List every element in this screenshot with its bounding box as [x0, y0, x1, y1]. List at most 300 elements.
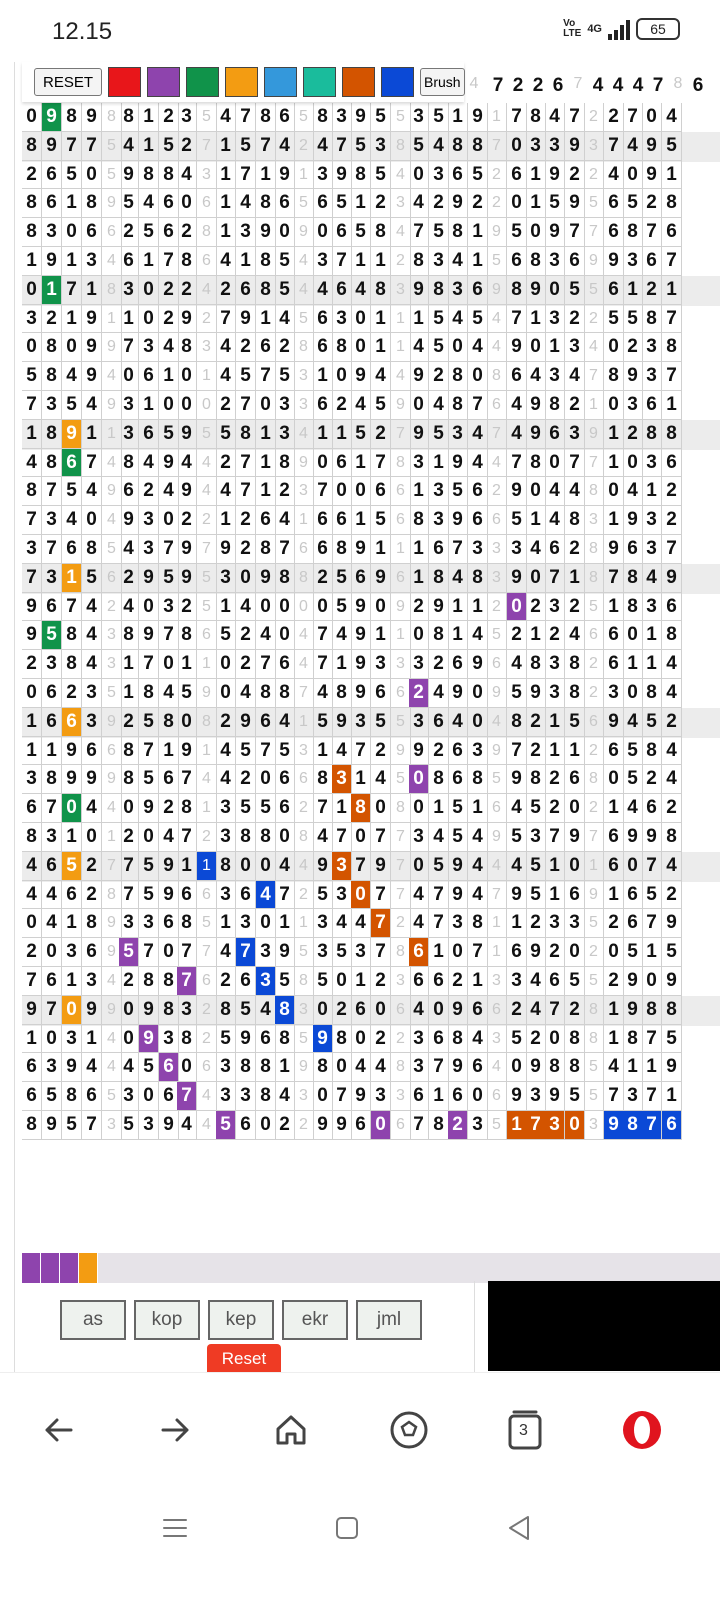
- grid-cell[interactable]: 2: [642, 189, 662, 218]
- grid-cell[interactable]: 1: [62, 564, 82, 593]
- grid-cell[interactable]: 1: [256, 161, 276, 190]
- grid-cell[interactable]: 3: [42, 1053, 62, 1082]
- grid-cell[interactable]: 0: [62, 218, 82, 247]
- grid-cell[interactable]: 6: [22, 794, 42, 823]
- grid-cell[interactable]: 5: [62, 852, 82, 881]
- grid-cell[interactable]: 4: [351, 909, 371, 938]
- grid-cell[interactable]: 2: [545, 621, 565, 650]
- grid-cell[interactable]: 8: [197, 218, 217, 247]
- grid-cell[interactable]: 2: [177, 218, 197, 247]
- grid-cell[interactable]: 4: [159, 679, 179, 708]
- grid-cell[interactable]: 6: [429, 967, 449, 996]
- grid-cell[interactable]: 2: [275, 477, 295, 506]
- grid-cell[interactable]: 2: [391, 909, 411, 938]
- grid-cell[interactable]: 3: [177, 996, 197, 1025]
- grid-cell[interactable]: 2: [584, 650, 604, 679]
- grid-cell[interactable]: 5: [468, 161, 488, 190]
- grid-cell[interactable]: 1: [409, 535, 429, 564]
- grid-cell[interactable]: 7: [545, 996, 565, 1025]
- grid-cell[interactable]: 9: [391, 391, 411, 420]
- grid-cell[interactable]: 7: [371, 938, 391, 967]
- grid-cell[interactable]: 9: [584, 881, 604, 910]
- grid-cell[interactable]: 0: [371, 996, 391, 1025]
- grid-cell[interactable]: 8: [468, 564, 488, 593]
- grid-cell[interactable]: 3: [159, 1025, 179, 1054]
- grid-cell[interactable]: 5: [429, 305, 449, 334]
- grid-cell[interactable]: 0: [351, 823, 371, 852]
- grid-cell[interactable]: 6: [448, 737, 468, 766]
- grid-cell[interactable]: 8: [275, 679, 295, 708]
- back-icon[interactable]: [34, 1405, 84, 1455]
- grid-cell[interactable]: 7: [371, 823, 391, 852]
- grid-cell[interactable]: 0: [256, 909, 276, 938]
- grid-cell[interactable]: 1: [119, 650, 139, 679]
- grid-cell[interactable]: 6: [487, 391, 507, 420]
- grid-cell[interactable]: 2: [177, 132, 197, 161]
- grid-cell[interactable]: 9: [487, 823, 507, 852]
- grid-cell[interactable]: 4: [197, 276, 217, 305]
- grid-cell[interactable]: 4: [139, 189, 159, 218]
- grid-cell[interactable]: 2: [236, 333, 256, 362]
- grid-cell[interactable]: 1: [468, 218, 488, 247]
- grid-cell[interactable]: 6: [139, 420, 159, 449]
- grid-cell[interactable]: 9: [507, 765, 527, 794]
- grid-cell[interactable]: 6: [468, 996, 488, 1025]
- grid-cell[interactable]: 7: [22, 506, 42, 535]
- grid-cell[interactable]: 4: [662, 103, 682, 132]
- grid-cell[interactable]: 1: [526, 161, 546, 190]
- grid-cell[interactable]: 3: [545, 247, 565, 276]
- grid-cell[interactable]: 1: [313, 362, 333, 391]
- grid-cell[interactable]: 7: [409, 218, 429, 247]
- grid-cell[interactable]: 9: [294, 1053, 314, 1082]
- grid-cell[interactable]: 0: [42, 1025, 62, 1054]
- grid-cell[interactable]: 8: [468, 765, 488, 794]
- grid-cell[interactable]: 3: [429, 161, 449, 190]
- grid-cell[interactable]: 9: [102, 189, 122, 218]
- grid-cell[interactable]: 6: [159, 189, 179, 218]
- grid-cell[interactable]: 7: [62, 593, 82, 622]
- grid-cell[interactable]: 9: [507, 333, 527, 362]
- grid-cell[interactable]: 7: [526, 1111, 546, 1140]
- grid-cell[interactable]: 3: [119, 276, 139, 305]
- grid-cell[interactable]: 0: [22, 333, 42, 362]
- grid-cell[interactable]: 0: [313, 996, 333, 1025]
- grid-cell[interactable]: 6: [391, 564, 411, 593]
- grid-cell[interactable]: 4: [565, 362, 585, 391]
- grid-cell[interactable]: 4: [487, 852, 507, 881]
- grid-cell[interactable]: 0: [409, 794, 429, 823]
- grid-cell[interactable]: 4: [565, 477, 585, 506]
- grid-cell[interactable]: 9: [487, 737, 507, 766]
- grid-cell[interactable]: 9: [565, 132, 585, 161]
- grid-cell[interactable]: 4: [468, 449, 488, 478]
- grid-cell[interactable]: 6: [507, 938, 527, 967]
- grid-cell[interactable]: 7: [662, 247, 682, 276]
- grid-cell[interactable]: 6: [487, 1082, 507, 1111]
- grid-cell[interactable]: 4: [468, 420, 488, 449]
- grid-cell[interactable]: 1: [82, 1025, 102, 1054]
- grid-cell[interactable]: 6: [42, 161, 62, 190]
- grid-cell[interactable]: 8: [662, 621, 682, 650]
- grid-cell[interactable]: 0: [22, 679, 42, 708]
- grid-cell[interactable]: 5: [62, 391, 82, 420]
- grid-cell[interactable]: 6: [159, 765, 179, 794]
- grid-cell[interactable]: 7: [313, 650, 333, 679]
- grid-cell[interactable]: 5: [102, 535, 122, 564]
- grid-cell[interactable]: 5: [371, 506, 391, 535]
- grid-cell[interactable]: 0: [275, 593, 295, 622]
- grid-cell[interactable]: 0: [409, 621, 429, 650]
- grid-cell[interactable]: 9: [82, 765, 102, 794]
- grid-cell[interactable]: 8: [313, 1053, 333, 1082]
- grid-cell[interactable]: 8: [642, 679, 662, 708]
- grid-cell[interactable]: 5: [371, 103, 391, 132]
- grid-cell[interactable]: 0: [565, 938, 585, 967]
- grid-cell[interactable]: 9: [507, 564, 527, 593]
- grid-cell[interactable]: 8: [623, 1111, 643, 1140]
- grid-cell[interactable]: 9: [351, 535, 371, 564]
- grid-cell[interactable]: 9: [102, 708, 122, 737]
- grid-cell[interactable]: 0: [236, 852, 256, 881]
- grid-cell[interactable]: 9: [642, 161, 662, 190]
- grid-cell[interactable]: 9: [332, 1111, 352, 1140]
- grid-cell[interactable]: 7: [429, 1053, 449, 1082]
- grid-cell[interactable]: 4: [22, 852, 42, 881]
- grid-cell[interactable]: 5: [275, 737, 295, 766]
- grid-cell[interactable]: 2: [391, 1025, 411, 1054]
- grid-cell[interactable]: 5: [487, 765, 507, 794]
- grid-cell[interactable]: 1: [604, 420, 624, 449]
- grid-cell[interactable]: 6: [236, 967, 256, 996]
- grid-cell[interactable]: 2: [662, 708, 682, 737]
- grid-cell[interactable]: 4: [507, 391, 527, 420]
- grid-cell[interactable]: 1: [371, 621, 391, 650]
- grid-cell[interactable]: 7: [22, 967, 42, 996]
- grid-cell[interactable]: 5: [102, 679, 122, 708]
- grid-cell[interactable]: 6: [604, 189, 624, 218]
- grid-cell[interactable]: 6: [642, 794, 662, 823]
- grid-cell[interactable]: 6: [197, 1053, 217, 1082]
- grid-cell[interactable]: 0: [448, 938, 468, 967]
- grid-cell[interactable]: 9: [351, 679, 371, 708]
- grid-cell[interactable]: 1: [526, 189, 546, 218]
- grid-cell[interactable]: 4: [159, 333, 179, 362]
- grid-cell[interactable]: 9: [102, 765, 122, 794]
- grid-cell[interactable]: 8: [256, 247, 276, 276]
- grid-cell[interactable]: 6: [391, 996, 411, 1025]
- grid-cell[interactable]: 1: [623, 276, 643, 305]
- grid-cell[interactable]: 4: [487, 333, 507, 362]
- grid-cell[interactable]: 3: [487, 1025, 507, 1054]
- grid-cell[interactable]: 1: [216, 218, 236, 247]
- grid-cell[interactable]: 8: [662, 189, 682, 218]
- grid-cell[interactable]: 6: [62, 708, 82, 737]
- grid-cell[interactable]: 9: [177, 477, 197, 506]
- grid-cell[interactable]: 7: [197, 938, 217, 967]
- grid-cell[interactable]: 4: [275, 305, 295, 334]
- grid-cell[interactable]: 3: [623, 1082, 643, 1111]
- grid-cell[interactable]: 2: [197, 305, 217, 334]
- grid-cell[interactable]: 2: [82, 852, 102, 881]
- grid-cell[interactable]: 1: [351, 506, 371, 535]
- grid-cell[interactable]: 6: [468, 477, 488, 506]
- grid-cell[interactable]: 9: [526, 391, 546, 420]
- grid-cell[interactable]: 0: [22, 276, 42, 305]
- grid-cell[interactable]: 0: [256, 593, 276, 622]
- grid-cell[interactable]: 4: [294, 247, 314, 276]
- grid-cell[interactable]: 7: [197, 132, 217, 161]
- grid-cell[interactable]: 7: [662, 535, 682, 564]
- grid-cell[interactable]: 2: [662, 881, 682, 910]
- grid-cell[interactable]: 1: [565, 737, 585, 766]
- grid-cell[interactable]: 0: [22, 103, 42, 132]
- grid-cell[interactable]: 8: [177, 909, 197, 938]
- grid-cell[interactable]: 1: [177, 852, 197, 881]
- grid-cell[interactable]: 7: [604, 564, 624, 593]
- grid-cell[interactable]: 1: [584, 391, 604, 420]
- grid-cell[interactable]: 3: [526, 132, 546, 161]
- grid-cell[interactable]: 5: [584, 593, 604, 622]
- grid-cell[interactable]: 3: [197, 333, 217, 362]
- grid-cell[interactable]: 8: [332, 679, 352, 708]
- grid-cell[interactable]: 9: [82, 362, 102, 391]
- grid-cell[interactable]: 9: [236, 708, 256, 737]
- grid-cell[interactable]: 8: [642, 305, 662, 334]
- grid-cell[interactable]: 8: [256, 679, 276, 708]
- grid-cell[interactable]: 6: [42, 189, 62, 218]
- grid-cell[interactable]: 9: [102, 996, 122, 1025]
- grid-cell[interactable]: 9: [507, 477, 527, 506]
- grid-cell[interactable]: 7: [351, 852, 371, 881]
- grid-cell[interactable]: 0: [468, 1082, 488, 1111]
- grid-cell[interactable]: 1: [391, 621, 411, 650]
- grid-cell[interactable]: 8: [391, 938, 411, 967]
- grid-cell[interactable]: 4: [662, 852, 682, 881]
- grid-cell[interactable]: 9: [604, 247, 624, 276]
- grid-cell[interactable]: 6: [159, 909, 179, 938]
- grid-cell[interactable]: 4: [42, 881, 62, 910]
- grid-cell[interactable]: 7: [332, 247, 352, 276]
- grid-cell[interactable]: 6: [623, 881, 643, 910]
- grid-cell[interactable]: 6: [391, 506, 411, 535]
- opera-logo-icon[interactable]: [617, 1405, 667, 1455]
- grid-cell[interactable]: 3: [332, 305, 352, 334]
- grid-cell[interactable]: 7: [487, 132, 507, 161]
- grid-cell[interactable]: 2: [216, 967, 236, 996]
- grid-cell[interactable]: 3: [487, 535, 507, 564]
- grid-cell[interactable]: 8: [256, 276, 276, 305]
- grid-cell[interactable]: 4: [623, 132, 643, 161]
- grid-cell[interactable]: 8: [391, 132, 411, 161]
- grid-cell[interactable]: 1: [177, 650, 197, 679]
- grid-cell[interactable]: 3: [526, 1082, 546, 1111]
- grid-cell[interactable]: 2: [565, 391, 585, 420]
- grid-cell[interactable]: 2: [102, 593, 122, 622]
- grid-cell[interactable]: 4: [102, 449, 122, 478]
- grid-cell[interactable]: 5: [294, 938, 314, 967]
- grid-cell[interactable]: 9: [236, 1025, 256, 1054]
- grid-cell[interactable]: 0: [604, 477, 624, 506]
- grid-cell[interactable]: 4: [623, 794, 643, 823]
- grid-cell[interactable]: 7: [256, 650, 276, 679]
- grid-cell[interactable]: 9: [409, 362, 429, 391]
- grid-cell[interactable]: 4: [409, 333, 429, 362]
- kep-button[interactable]: kep: [208, 1300, 274, 1340]
- grid-cell[interactable]: 6: [256, 333, 276, 362]
- grid-cell[interactable]: 4: [256, 996, 276, 1025]
- grid-cell[interactable]: 1: [119, 679, 139, 708]
- grid-cell[interactable]: 7: [42, 794, 62, 823]
- grid-cell[interactable]: 2: [526, 737, 546, 766]
- grid-cell[interactable]: 0: [313, 1082, 333, 1111]
- grid-cell[interactable]: 2: [507, 621, 527, 650]
- grid-cell[interactable]: 1: [256, 449, 276, 478]
- grid-cell[interactable]: 8: [275, 564, 295, 593]
- grid-cell[interactable]: 9: [662, 909, 682, 938]
- grid-cell[interactable]: 4: [275, 132, 295, 161]
- grid-cell[interactable]: 2: [565, 161, 585, 190]
- grid-cell[interactable]: 7: [177, 823, 197, 852]
- grid-cell[interactable]: 6: [82, 1082, 102, 1111]
- grid-cell[interactable]: 6: [42, 593, 62, 622]
- grid-cell[interactable]: 9: [662, 1053, 682, 1082]
- grid-cell[interactable]: 9: [82, 333, 102, 362]
- grid-cell[interactable]: 3: [42, 650, 62, 679]
- grid-cell[interactable]: 4: [82, 477, 102, 506]
- grid-cell[interactable]: 6: [139, 362, 159, 391]
- grid-cell[interactable]: 1: [102, 823, 122, 852]
- grid-cell[interactable]: 1: [332, 650, 352, 679]
- grid-cell[interactable]: 4: [371, 1053, 391, 1082]
- grid-cell[interactable]: 3: [294, 737, 314, 766]
- grid-cell[interactable]: 8: [216, 852, 236, 881]
- grid-cell[interactable]: 1: [351, 967, 371, 996]
- grid-cell[interactable]: 4: [391, 161, 411, 190]
- grid-cell[interactable]: 1: [468, 593, 488, 622]
- grid-cell[interactable]: 1: [429, 794, 449, 823]
- grid-cell[interactable]: 4: [294, 420, 314, 449]
- grid-cell[interactable]: 9: [371, 852, 391, 881]
- grid-cell[interactable]: 6: [642, 247, 662, 276]
- grid-cell[interactable]: 3: [119, 420, 139, 449]
- grid-cell[interactable]: 6: [275, 650, 295, 679]
- grid-cell[interactable]: 7: [391, 823, 411, 852]
- grid-cell[interactable]: 6: [197, 881, 217, 910]
- color-swatch[interactable]: [225, 67, 258, 97]
- grid-cell[interactable]: 0: [332, 1053, 352, 1082]
- grid-cell[interactable]: 4: [177, 161, 197, 190]
- grid-cell[interactable]: 9: [526, 938, 546, 967]
- grid-cell[interactable]: 2: [159, 276, 179, 305]
- grid-cell[interactable]: 1: [642, 621, 662, 650]
- grid-cell[interactable]: 6: [275, 103, 295, 132]
- grid-cell[interactable]: 5: [197, 420, 217, 449]
- grid-cell[interactable]: 4: [371, 362, 391, 391]
- grid-cell[interactable]: 4: [102, 794, 122, 823]
- grid-cell[interactable]: 3: [197, 161, 217, 190]
- grid-cell[interactable]: 9: [409, 276, 429, 305]
- grid-cell[interactable]: 9: [487, 276, 507, 305]
- grid-cell[interactable]: 9: [391, 737, 411, 766]
- grid-cell[interactable]: 8: [82, 189, 102, 218]
- grid-cell[interactable]: 6: [62, 449, 82, 478]
- grid-cell[interactable]: 1: [294, 506, 314, 535]
- grid-cell[interactable]: 8: [42, 420, 62, 449]
- grid-cell[interactable]: 6: [545, 967, 565, 996]
- grid-cell[interactable]: 0: [256, 765, 276, 794]
- grid-cell[interactable]: 0: [604, 333, 624, 362]
- grid-cell[interactable]: 5: [371, 708, 391, 737]
- grid-cell[interactable]: 5: [448, 823, 468, 852]
- grid-cell[interactable]: 1: [159, 737, 179, 766]
- grid-cell[interactable]: 0: [119, 996, 139, 1025]
- grid-cell[interactable]: 9: [526, 420, 546, 449]
- grid-cell[interactable]: 7: [275, 881, 295, 910]
- grid-cell[interactable]: 2: [371, 1025, 391, 1054]
- grid-cell[interactable]: 6: [62, 881, 82, 910]
- grid-cell[interactable]: 3: [448, 420, 468, 449]
- grid-cell[interactable]: 2: [294, 1111, 314, 1140]
- grid-cell[interactable]: 7: [584, 449, 604, 478]
- grid-cell[interactable]: 7: [565, 218, 585, 247]
- grid-cell[interactable]: 7: [604, 132, 624, 161]
- grid-cell[interactable]: 3: [216, 1053, 236, 1082]
- grid-cell[interactable]: 7: [177, 1082, 197, 1111]
- grid-cell[interactable]: 3: [409, 1025, 429, 1054]
- grid-cell[interactable]: 8: [62, 1082, 82, 1111]
- grid-cell[interactable]: 4: [487, 708, 507, 737]
- grid-cell[interactable]: 1: [604, 1025, 624, 1054]
- grid-cell[interactable]: 9: [236, 305, 256, 334]
- grid-cell[interactable]: 9: [332, 708, 352, 737]
- grid-cell[interactable]: 6: [332, 218, 352, 247]
- grid-cell[interactable]: 6: [391, 1111, 411, 1140]
- grid-cell[interactable]: 1: [256, 305, 276, 334]
- grid-cell[interactable]: 2: [584, 103, 604, 132]
- grid-cell[interactable]: 3: [332, 765, 352, 794]
- grid-cell[interactable]: 2: [177, 276, 197, 305]
- grid-cell[interactable]: 4: [545, 506, 565, 535]
- grid-cell[interactable]: 9: [623, 996, 643, 1025]
- grid-cell[interactable]: 7: [429, 881, 449, 910]
- grid-cell[interactable]: 3: [22, 535, 42, 564]
- grid-cell[interactable]: 8: [294, 333, 314, 362]
- grid-cell[interactable]: 6: [177, 881, 197, 910]
- grid-cell[interactable]: 4: [216, 103, 236, 132]
- grid-cell[interactable]: 3: [216, 564, 236, 593]
- grid-cell[interactable]: 6: [256, 506, 276, 535]
- grid-cell[interactable]: 1: [487, 938, 507, 967]
- grid-cell[interactable]: 1: [351, 449, 371, 478]
- ekr-button[interactable]: ekr: [282, 1300, 348, 1340]
- grid-cell[interactable]: 0: [623, 449, 643, 478]
- grid-cell[interactable]: 4: [468, 881, 488, 910]
- grid-cell[interactable]: 6: [623, 535, 643, 564]
- grid-cell[interactable]: 0: [526, 333, 546, 362]
- grid-cell[interactable]: 1: [604, 996, 624, 1025]
- grid-cell[interactable]: 4: [642, 564, 662, 593]
- grid-cell[interactable]: 6: [642, 391, 662, 420]
- grid-cell[interactable]: 3: [139, 333, 159, 362]
- grid-cell[interactable]: 9: [313, 852, 333, 881]
- grid-cell[interactable]: 2: [584, 679, 604, 708]
- football-icon[interactable]: [384, 1405, 434, 1455]
- grid-cell[interactable]: 9: [139, 564, 159, 593]
- grid-cell[interactable]: 1: [216, 161, 236, 190]
- grid-cell[interactable]: 7: [565, 449, 585, 478]
- grid-cell[interactable]: 1: [642, 477, 662, 506]
